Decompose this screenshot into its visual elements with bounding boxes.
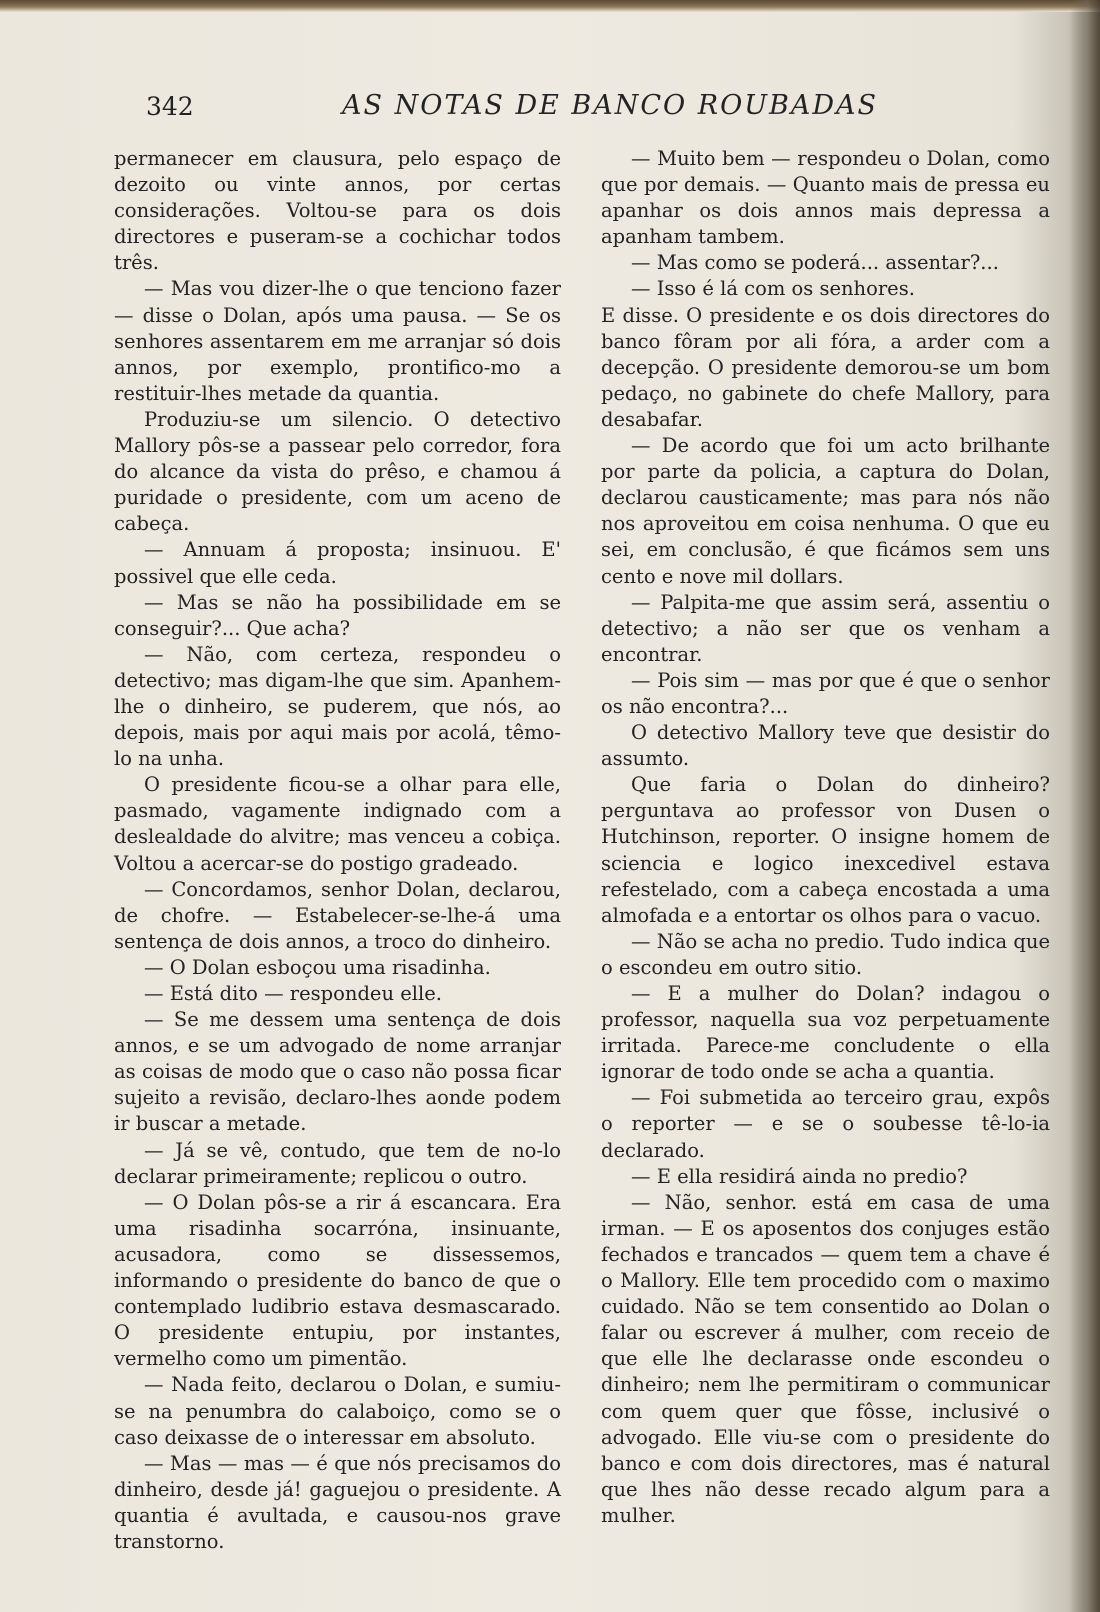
paragraph: — Annuam á proposta; insinuou. E' possivel que elle ceda. <box>114 538 561 588</box>
paragraph: — Se me dessem uma sentença de dois annos, e se um advogado de nome arranjar as coisas de modo que o caso não possa ficar sujeito a revisão, declaro-lhes aonde podem ir buscar a metade. <box>114 1008 561 1136</box>
paragraph: O presidente ficou-se a olhar para elle, pasmado, vagamente indignado com a deslealdade do alvitre; mas venceu a cobiça. Voltou a acercar-se do postigo gradeado. <box>114 773 561 875</box>
paragraph: — Nada feito, declarou o Dolan, e sumiu-se na penumbra do calaboiço, como se o caso deixasse de o interessar em absoluto. <box>114 1373 561 1449</box>
paragraph: Produziu-se um silencio. O detectivo Mallory pôs-se a passear pelo corredor, fora do alcance da vista do prêso, e chamou á puridade o presidente, com um aceno de cabeça. <box>114 407 561 536</box>
paragraph: — Foi submetida ao terceiro grau, expôs o reporter — e se o soubesse tê-lo-ia declarado. <box>601 1086 1050 1162</box>
page-number: 342 <box>146 92 194 121</box>
paragraph: — Mas como se poderá... assentar?... <box>631 251 999 275</box>
paragraph: — Já se vê, contudo, que tem de no-lo declarar primeiramente; replicou o outro. <box>114 1138 561 1188</box>
paragraph: — Muito bem — respondeu o Dolan, como que por demais. — Quanto mais de pressa eu apanhar os dois annos mais depressa a apanham tambem. <box>601 147 1050 249</box>
right-column <box>601 146 1050 1529</box>
paragraph: — Mas se não ha possibilidade em se conseguir?... Que acha? <box>114 590 561 640</box>
page-spine-shadow <box>1070 0 1100 1612</box>
paragraph: — Pois sim — mas por que é que o senhor os não encontra?... <box>601 668 1050 718</box>
page-header <box>0 88 1100 128</box>
paragraph: — Mas — mas — é que nós precisamos do dinheiro, desde já! gaguejou o presidente. A quantia é avultada, e causou-nos grave transtorno. <box>114 1451 561 1553</box>
left-column <box>114 146 561 1555</box>
paragraph: — O Dolan pôs-se a rir á escancara. Era uma risadinha socarróna, insinuante, acusadora, como se dissessemos, informando o presidente do banco de que o contemplado ludibrio estava desmascarado. O presidente entupiu, por instantes, vermelho como um pimentão. <box>114 1190 561 1371</box>
paragraph: — Não, com certeza, respondeu o detectivo; mas digam-lhe que sim. Apanhem-lhe o dinheiro, se puderem, que nós, ao depois, mais por aqui mais por acolá, têmo-lo na unha. <box>114 642 561 771</box>
paragraph: Que faria o Dolan do dinheiro? perguntava ao professor von Dusen o Hutchinson, reporter. O insigne homem de sciencia e logico inexcedivel estava refestelado, com a cabeça encostada a uma almofada e a entortar os olhos para o vacuo. <box>601 773 1050 927</box>
paragraph: — O Dolan esboçou uma risadinha. <box>144 955 491 979</box>
running-title: AS NOTAS DE BANCO ROUBADAS <box>342 90 878 121</box>
paragraph: — Não se acha no predio. Tudo indica que o escondeu em outro sitio. <box>601 929 1050 979</box>
paragraph: — Mas vou dizer-lhe o que tenciono fazer — disse o Dolan, após uma pausa. — Se os senhores assentarem em me arranjar só dois annos, por exemplo, prontifico-mo a restituir-lhes metade da quantia. <box>114 277 561 405</box>
paragraph: permanecer em clausura, pelo espaço de dezoito ou vinte annos, por certas considerações. Voltou-se para os dois directores e puseram-se a cochichar todos três. <box>114 147 561 275</box>
paragraph: — Concordamos, senhor Dolan, declarou, de chofre. — Estabelecer-se-lhe-á uma sentença de dois annos, a troco do dinheiro. <box>114 877 561 953</box>
paragraph: — Não, senhor. está em casa de uma irman. — E os aposentos dos conjuges estão fechados e trancados — quem tem a chave é o Mallory. Elle tem procedido com o maximo cuidado. Não se tem consentido ao Dolan o falar ou escrever á mulher, com receio de que elle lhe declarasse onde escondeu o dinheiro; nem lhe permitiram o communicar com quem quer que fôsse, inclusivé o advogado. Elle viu-se com o presidente do banco e com dois directores, mas é natural que lhes não desse recado algum para a mulher. <box>601 1190 1050 1527</box>
paragraph: — E a mulher do Dolan? indagou o professor, naquella sua voz perpetuamente irritada. Parece-me concludente o ella ignorar de todo onde se acha a quantia. <box>601 982 1050 1084</box>
paragraph: O detectivo Mallory teve que desistir do assumto. <box>601 721 1050 771</box>
paragraph: — Palpita-me que assim será, assentiu o detectivo; a não ser que os venham a encontrar. <box>601 590 1050 666</box>
paragraph: — Está dito — respondeu elle. <box>144 982 442 1005</box>
paragraph: — Isso é lá com os senhores. <box>631 277 915 301</box>
paragraph: — De acordo que foi um acto brilhante por parte da policia, a captura do Dolan, declarou causticamente; mas para nós não nos aproveitou em coisa nenhuma. O que eu sei, em conclusão, é que ficámos sem uns cento e nove mil dollars. <box>601 434 1050 588</box>
paragraph: — E ella residirá ainda no predio? <box>631 1164 968 1188</box>
paragraph: E disse. O presidente e os dois directores do banco fôram por ali fóra, a arder com a decepção. O presidente demorou-se um bom pedaço, no gabinete do chefe Mallory, para desabafar. <box>601 303 1050 431</box>
page-top-edge <box>0 0 1100 12</box>
